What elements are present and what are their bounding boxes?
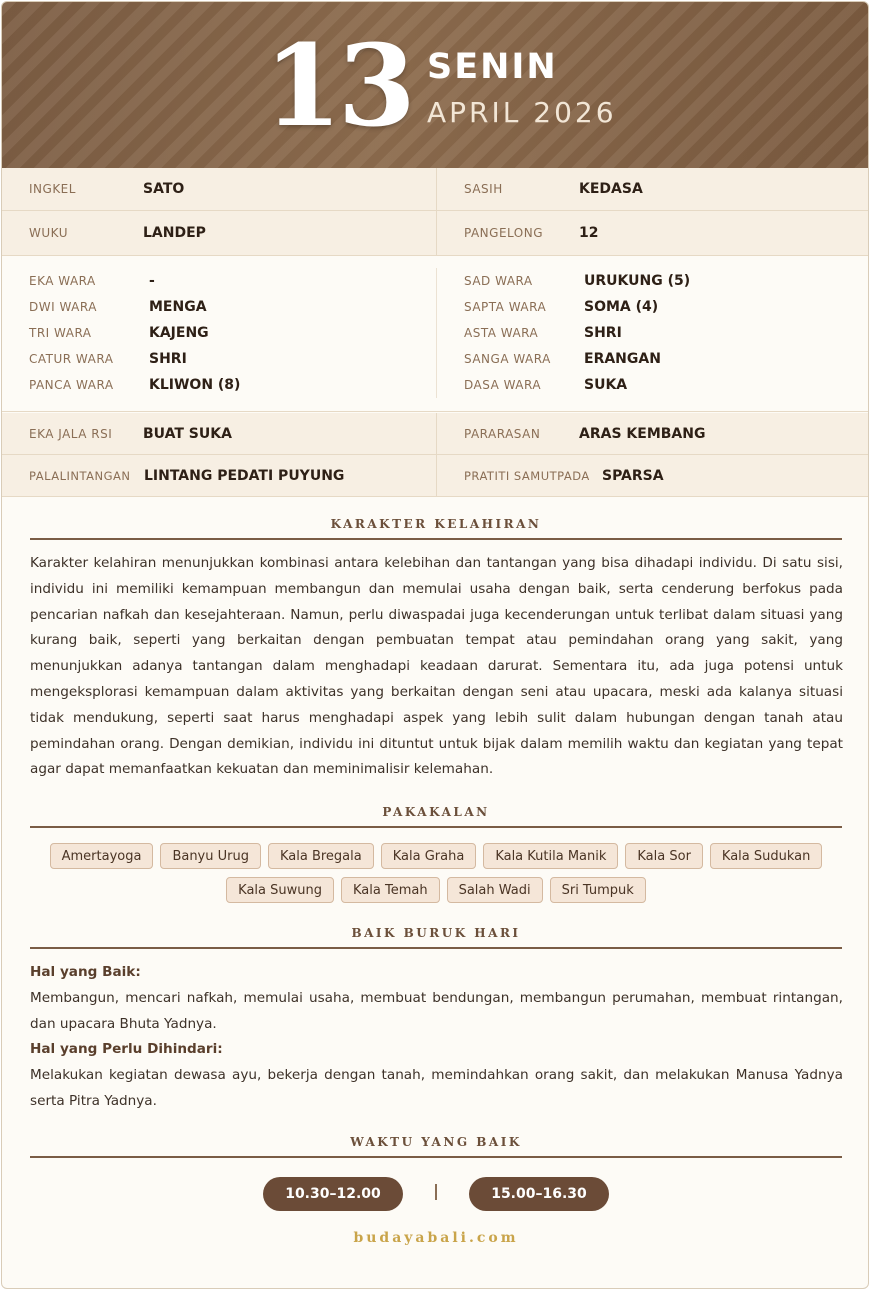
wara-row: [2, 294, 869, 320]
wara-label: SAD WARA: [464, 274, 533, 288]
info-row-palalintangan: [2, 455, 869, 497]
pakakalan-tag: Salah Wadi: [447, 877, 543, 903]
time-separator: [435, 1184, 437, 1200]
wara-row: [2, 372, 869, 398]
wara-value: -: [149, 273, 155, 289]
info-label: PRATITI SAMUTPADA: [464, 468, 590, 483]
karakter-title: KARAKTER KELAHIRAN: [330, 517, 542, 531]
info-row-wuku: [2, 211, 869, 256]
wara-label: TRI WARA: [29, 326, 92, 340]
wara-value: SHRI: [149, 351, 187, 367]
waktu-title: WAKTU YANG BAIK: [350, 1135, 522, 1149]
info-label: PARARASAN: [464, 426, 541, 441]
good-text: Membangun, mencari nafkah, memulai usaha, membuat bendungan, membangun perumahan, membuat rintangan, dan upacara Bhuta Yadnya.: [30, 989, 843, 1032]
info-label: INGKEL: [29, 182, 76, 196]
section-divider: [30, 826, 842, 828]
wara-value: ERANGAN: [584, 351, 661, 367]
info-value: LINTANG PEDATI PUYUNG: [144, 467, 345, 484]
wara-value: KLIWON (8): [149, 377, 241, 393]
wara-cell: [2, 294, 436, 320]
info-row-ingkel: [2, 168, 869, 211]
pakakalan-title: PAKAKALAN: [382, 805, 490, 819]
wara-label: DASA WARA: [464, 378, 542, 392]
info-row-eka-jala-rsi: [2, 413, 869, 455]
wara-value: SOMA (4): [584, 299, 659, 315]
pakakalan-tag: Amertayoga: [50, 843, 154, 869]
section-divider: [30, 1156, 842, 1158]
info-cell-sasih: [436, 168, 869, 210]
day-number: 13: [264, 21, 412, 152]
info-value: SATO: [143, 181, 185, 197]
wara-value: URUKUNG (5): [584, 273, 691, 289]
info-value: 12: [579, 225, 599, 241]
pakakalan-tags: [30, 843, 842, 903]
section-divider: [30, 538, 842, 540]
info-cell-wuku: [2, 211, 436, 255]
info-label: PANGELONG: [464, 226, 544, 240]
wara-cell: [2, 268, 436, 294]
calendar-card: [1, 1, 869, 1289]
wara-label: ASTA WARA: [464, 326, 539, 340]
wara-value: MENGA: [149, 299, 207, 315]
pakakalan-tag: Kala Sor: [625, 843, 703, 869]
pakakalan-tag: Kala Graha: [381, 843, 477, 869]
wara-value: SUKA: [584, 377, 628, 393]
wara-cell: [2, 320, 436, 346]
info-label: SASIH: [464, 182, 503, 196]
info-cell-pangelong: [436, 211, 869, 255]
avoid-text: Melakukan kegiatan dewasa ayu, bekerja dengan tanah, memindahkan orang sakit, dan melakukan Manusa Yadnya serta Pitra Yadnya.: [30, 1067, 843, 1109]
wara-grid: [2, 256, 869, 412]
good-heading: Hal yang Baik:: [30, 964, 141, 980]
info-value: LANDEP: [143, 225, 206, 241]
wara-value: KAJENG: [149, 325, 209, 341]
wara-cell: [2, 346, 436, 372]
pakakalan-tag: Kala Kutila Manik: [483, 843, 618, 869]
date-header: [2, 2, 869, 168]
pakakalan-tag: Kala Suwung: [226, 877, 334, 903]
wara-row: [2, 346, 869, 372]
wara-row: [2, 320, 869, 346]
info-value: KEDASA: [579, 181, 643, 197]
info-cell-pratiti: [436, 455, 869, 496]
pakakalan-tag: Sri Tumpuk: [550, 877, 646, 903]
section-divider: [30, 947, 842, 949]
wara-cell: [436, 268, 869, 294]
baik-buruk-content: [30, 960, 843, 1115]
wara-label: PANCA WARA: [29, 378, 114, 392]
wara-cell: [436, 294, 869, 320]
info-value: SPARSA: [602, 467, 664, 484]
wara-row: [2, 268, 869, 294]
pakakalan-tag: Banyu Urug: [160, 843, 261, 869]
info-label: WUKU: [29, 226, 68, 240]
baik-buruk-title: BAIK BURUK HARI: [351, 926, 521, 940]
info-label: EKA JALA RSI: [29, 426, 113, 441]
wara-value: SHRI: [584, 325, 622, 341]
info-value: ARAS KEMBANG: [579, 425, 706, 442]
info-value: BUAT SUKA: [143, 425, 232, 442]
info-cell-palalintangan: [2, 455, 436, 496]
pakakalan-tag: Kala Sudukan: [710, 843, 822, 869]
wara-label: SANGA WARA: [464, 352, 551, 366]
wara-cell: [436, 346, 869, 372]
avoid-heading: Hal yang Perlu Dihindari:: [30, 1041, 223, 1058]
wara-cell: [436, 320, 869, 346]
wara-cell: [436, 372, 869, 398]
time-slot-2: 15.00–16.30: [469, 1177, 609, 1211]
day-name: SENIN: [427, 47, 558, 87]
karakter-text: Karakter kelahiran menunjukkan kombinasi antara kelebihan dan tantangan yang bisa dihadapi individu. Di satu sisi, individu ini memiliki kemampuan membangun dan memulai usaha dengan baik, serta cenderung berfokus pada pencarian nafkah dan kesejahteraan. Namun, perlu diwaspadai juga kecenderungan untuk terlibat dalam situasi yang kurang baik, seperti yang berkaitan dengan pembuatan tempat atau pemindahan orang yang sakit, yang menunjukkan adanya tantangan dalam menghadapi keadaan darurat. Sementara itu, ada juga potensi untuk mengeksplorasi kemampuan dalam aktivitas yang berkaitan dengan seni atau upacara, meski ada kalanya situasi tidak mendukung, seperti saat harus menghadapi aspek yang lebih sulit dalam hubungan dengan tanah atau pemindahan orang. Dengan demikian, individu ini dituntut untuk bijak dalam memilih waktu dan kegiatan yang tepat agar dapat memanfaatkan kekuatan dan meminimalisir kelemahan.: [30, 555, 843, 778]
wara-cell: [2, 372, 436, 398]
info-cell-ingkel: [2, 168, 436, 210]
time-slot-1: 10.30–12.00: [263, 1177, 403, 1211]
pakakalan-tag: Kala Temah: [341, 877, 440, 903]
info-cell-pararasan: [436, 413, 869, 454]
month-year: APRIL 2026: [427, 96, 617, 129]
pakakalan-tag: Kala Bregala: [268, 843, 374, 869]
wara-label: CATUR WARA: [29, 352, 114, 366]
footer-site: budayabali.com: [353, 1230, 519, 1246]
wara-label: SAPTA WARA: [464, 300, 547, 314]
wara-label: EKA WARA: [29, 274, 96, 288]
wara-label: DWI WARA: [29, 300, 97, 314]
info-label: PALALINTANGAN: [29, 468, 131, 483]
info-cell-eka-jala-rsi: [2, 413, 436, 454]
